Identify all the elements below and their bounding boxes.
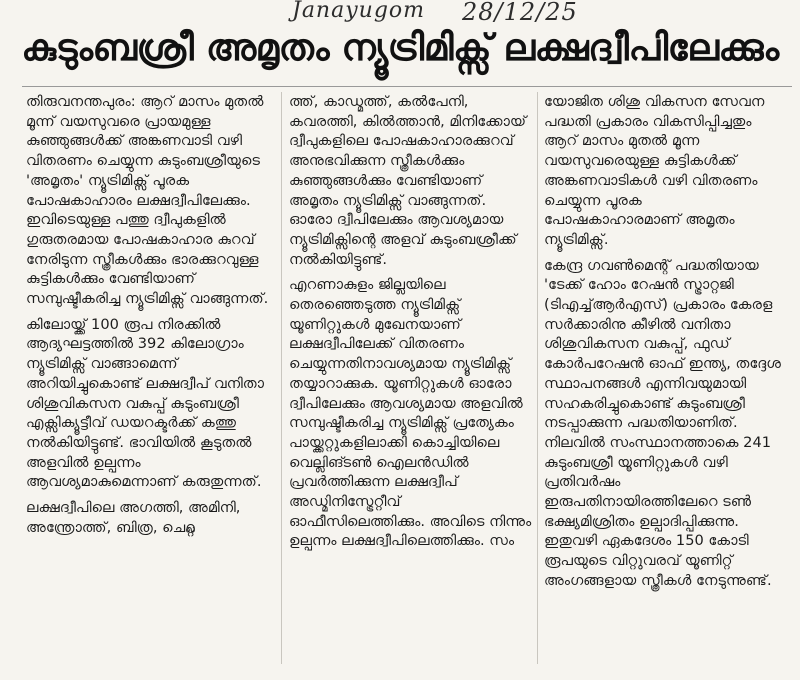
paragraph: ത്ത്, കാഡ്മത്ത്, കൽപേനി, കവരത്തി, കിൽത്താൻ, മിനിക്കോയ് ദ്വീപുകളിലെ പോഷകാഹാരക്കുറവ് അനുഭവിക്കുന്ന സ്ത്രീകൾക്കും കുഞ്ഞുങ്ങൾക്കും വേണ്ടിയാണ് അമൃതം ന്യൂട്രിമിക്സ് വാങ്ങുന്നത്. ഓരോ ദ്വീപിലേക്കും ആവശ്യമായ ന്യൂട്രിമിക്സിന്റെ അളവ് കുടുംബശ്രീക്ക് നൽകിയിട്ടുണ്ട്. (289, 93, 527, 268)
paragraph: കിലോയ്ക്ക് 100 രൂപ നിരക്കിൽ ആദ്യഘട്ടത്തിൽ 392 കിലോഗ്രാം ന്യൂട്രിമിക്സ് വാങ്ങാമെന്ന് അറിയിച്ചുകൊണ്ട് ലക്ഷദ്വീപ് വനിതാ ശിശുവികസന വകുപ്പ് കുടുംബശ്രീ എക്സിക്യൂട്ടീവ് ഡയറക്ടർക്ക് കത്തു നൽകിയിട്ടുണ്ട്. ഭാവിയിൽ കൂടുതൽ അളവിൽ ഉല്പന്നം ആവശ്യമാകുമെന്നാണ് കരുതുന്നത്. (26, 315, 265, 491)
headline-rule (22, 86, 792, 87)
paragraph: തിരുവനന്തപുരം: ആറ് മാസം മുതൽ മൂന്ന് വയസുവരെ പ്രായമുള്ള കുഞ്ഞുങ്ങൾക്ക് അങ്കണവാടി വഴി വിതരണം ചെയ്യുന്ന കുടുംബശ്രീയുടെ 'അമൃതം' ന്യൂട്രിമിക്സ് പൂരക പോഷകാഹാരം ലക്ഷദ്വീപിലേക്കും. ഇവിടെയുള്ള പത്തു ദ്വീപുകളിൽ ഗുരുതരമായ പോഷകാഹാര കുറവ് നേരിടുന്ന സ്ത്രീകൾക്കും ഭാരക്കുറവുള്ള കുട്ടികൾക്കും വേണ്ടിയാണ് സമ്പുഷ്ടീകരിച്ച ന്യൂട്രിമിക്സ് വാങ്ങുന്നത്. (26, 93, 269, 308)
paragraph: കേന്ദ്ര ഗവൺമെന്റ് പദ്ധതിയായ 'ടേക്ക് ഹോം റേഷൻ സ്ട്രാറ്റജി (ടിഎച്ച്ആർഎസ്) പ്രകാരം കേരള സർക്കാരിനു കീഴിൽ വനിതാ ശിശുവികസന വകുപ്പ്, ഫുഡ് കോർപറേഷൻ ഓഫ് ഇന്ത്യ, തദ്ദേശ സ്ഥാപനങ്ങൾ എന്നിവയുമായി സഹകരിച്ചുകൊണ്ട് കുടുംബശ്രീ നടപ്പാക്കുന്ന പദ്ധതിയാണിത്. നിലവിൽ സംസ്ഥാനത്താകെ 241 കുടുംബശ്രീ യൂണിറ്റുകൾ വഴി പ്രതിവർഷം ഇരുപതിനായിരത്തിലേറെ ടൺ ഭക്ഷ്യമിശ്രിതം ഉല്പാദിപ്പിക്കുന്നു. ഇതുവഴി ഏകദേശം 150 കോടി രൂപയുടെ വിറ്റുവരവ് യൂണിറ്റ് അംഗങ്ങളായ സ്ത്രീകൾ നേടുന്നുണ്ട്. (544, 256, 781, 589)
column-divider (537, 92, 538, 664)
paragraph: യോജിത ശിശു വികസന സേവന പദ്ധതി പ്രകാരം വികസിപ്പിച്ചതും ആറ് മാസം മുതൽ മൂന്ന വയസുവരെയുള്ള കുട്ടികൾക്ക് അങ്കണവാടികൾ വഴി വിതരണം ചെയ്യുന്ന പൂരക പോഷകാഹാരമാണ് അമൃതം ന്യൂട്രിമിക്സ്. (544, 93, 765, 248)
paragraph: ലക്ഷദ്വീപിലെ അഗത്തി, അമിനി, അന്ത്രോത്ത്, ബിത്ര, ചെറ്റ്ല (26, 499, 241, 536)
article-column-2 (289, 92, 532, 557)
article-column-1 (26, 92, 278, 543)
column-divider (281, 92, 282, 664)
handwritten-source: Janayugom (292, 0, 426, 23)
handwritten-date: 28/12/25 (462, 0, 578, 26)
paragraph: എറണാകുളം ജില്ലയിലെ തെരഞ്ഞെടുത്ത ന്യൂട്രിമിക്സ് യൂണിറ്റുകൾ മുഖേനയാണ് ലക്ഷദ്വീപിലേക്ക് വിതരണം ചെയ്യുന്നതിനാവശ്യമായ ന്യൂട്രിമിക്സ് തയ്യാറാക്കുക. യൂണിറ്റുകൾ ഓരോ ദ്വീപിലേക്കും ആവശ്യമായ അളവിൽ സമ്പുഷ്ടീകരിച്ച ന്യൂട്രിമിക്സ് പ്രത്യേകം പായ്ക്കറ്റുകളിലാക്കി കൊച്ചിയിലെ വെല്ലിങ്ടൺ ഐലൻഡിൽ പ്രവർത്തിക്കുന്ന ലക്ഷദ്വീപ് അഡ്മിനിസ്ട്രേറ്റീവ് ഓഫീസിലെത്തിക്കും. അവിടെ നിന്നും ഉല്പന്നം ലക്ഷദ്വീപിലെത്തിക്കും. സം (289, 276, 532, 550)
article-headline: കുടുംബശ്രീ അമൃതം ന്യൂട്രിമിക്സ് ലക്ഷദ്വീപിലേക്കും (21, 26, 779, 69)
article-column-3 (544, 92, 782, 597)
